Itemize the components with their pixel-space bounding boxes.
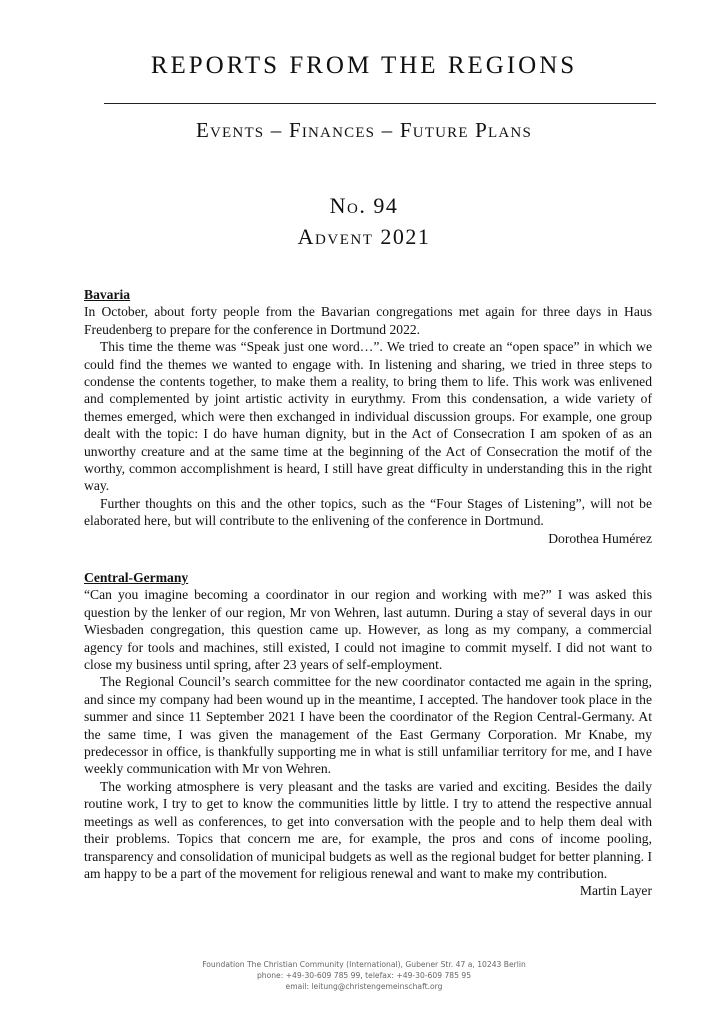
page-footer (0, 959, 728, 992)
publication-subtitle: Events – Finances – Future Plans (195, 118, 532, 142)
footer-email[interactable]: email: leitung@christengemeinschaft.org (285, 982, 443, 991)
article-paragraph: This time the theme was “Speak just one word…”. We tried to create an “open space” in which we could find the themes we wanted to engage with. In listening and sharing, we tried in three steps to condense the contents together, to make them a reality, to bring them to life. This work was enlivened and complemented by joint artistic activity in eurythmy. From this condensation, a wide variety of themes emerged, which were then exchanged in individual discussion groups. For example, one group dealt with the topic: I do have human dignity, but in the Act of Consecration I am spoken of as an unworthy creature and at the same time at the beginning of the Act of Consecration the motif of the worthy, common accomplishment is heard, I still have great difficulty in understanding this in the right way. (84, 339, 652, 494)
article-heading: Central-Germany (84, 570, 189, 585)
issue-season: Advent 2021 (297, 224, 431, 249)
article-paragraph: Further thoughts on this and the other topics, such as the “Four Stages of Listening”, will not be elaborated here, but will contribute to the enlivening of the conference in Dortmund. (84, 495, 652, 529)
title-divider (104, 103, 656, 104)
issue-number: No. 94 (329, 193, 399, 218)
publication-title: REPORTS FROM THE REGIONS (150, 52, 578, 79)
article-paragraph: “Can you imagine becoming a coordinator in our region and working with me?” I was asked this question by the lenker of our region, Mr von Wehren, last autumn. During a stay of several days in our Wiesbaden congregation, this question came up. However, as long as my company, a commercial agency for tools and machines, still existed, I could not imagine to commit myself. I did not want to close my business until spring, after 23 years of self-employment. (84, 587, 652, 673)
article-paragraph: The working atmosphere is very pleasant and the tasks are varied and exciting. Besides the daily routine work, I try to get to know the communities little by little. I try to attend the respective annual meetings as well as conferences, to get into conversation with the people and to help them deal with their problems. Topics that concern me are, for example, the pros and cons of income pooling, transparency and consolidation of municipal budgets as well as the regional budget for better planning. I am happy to be a part of the movement for religious renewal and want to make my contribution. (84, 778, 652, 881)
article-bavaria (84, 286, 652, 547)
footer-address: Foundation The Christian Community (International), Gubener Str. 47 a, 10243 Berlin (202, 960, 526, 969)
article-paragraph: In October, about forty people from the Bavarian congregations met again for three days in Haus Freudenberg to prepare for the conference in Dortmund 2022. (84, 304, 652, 337)
article-paragraph: The Regional Council’s search committee for the new coordinator contacted me again in the spring, and since my company had been wound up in the meantime, I accepted. The handover took place in the summer and since 11 September 2021 I have been the coordinator of the Region Central-Germany. At the same time, I was given the management of the East Germany Corporation. Mr Knabe, my predecessor in office, is thankfully supporting me in what is still unfamiliar territory for me, and I have weekly communication with Mr von Wehren. (84, 674, 652, 777)
article-signature: Dorothea Humérez (548, 530, 652, 546)
article-heading: Bavaria (84, 287, 131, 302)
article-central-germany (84, 569, 652, 900)
footer-phone: phone: +49-30-609 785 99, telefax: +49-30-609 785 95 (256, 971, 472, 980)
article-signature: Martin Layer (579, 883, 652, 899)
